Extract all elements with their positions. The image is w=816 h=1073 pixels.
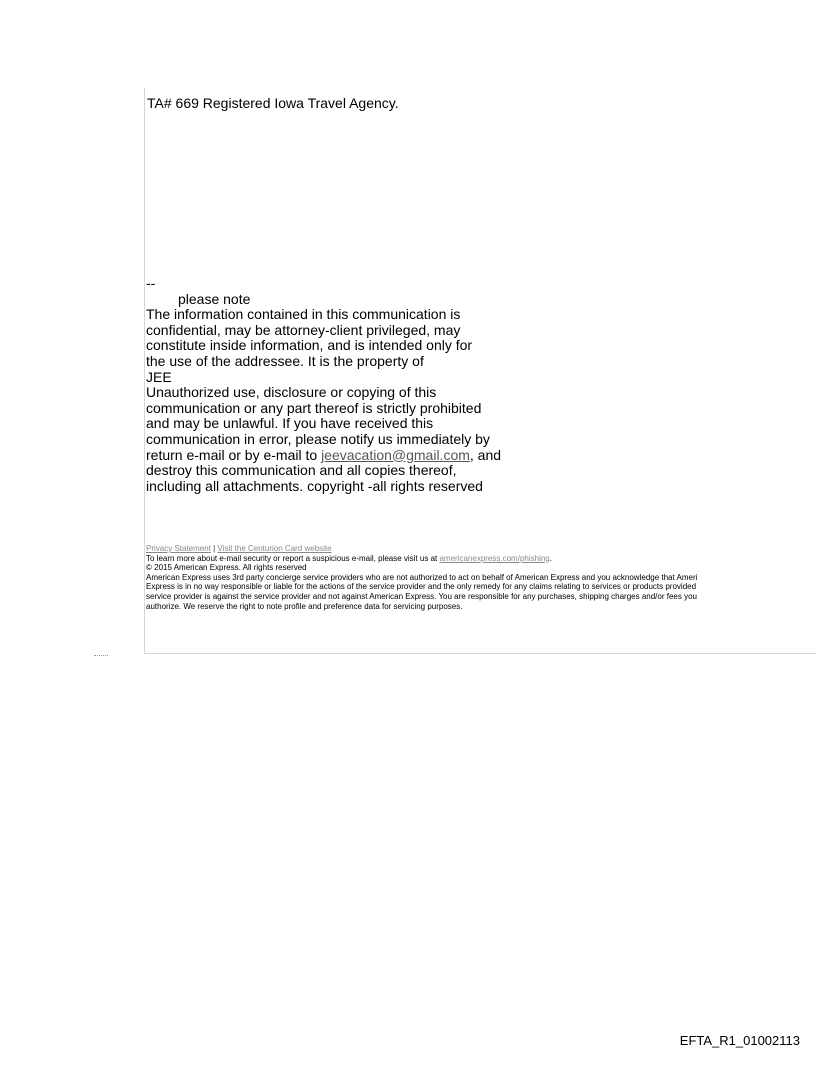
separator-stub xyxy=(94,655,108,657)
phishing-suffix: . xyxy=(549,553,552,563)
centurion-card-link[interactable]: Visit the Centurion Card website xyxy=(217,544,332,553)
email-instruction-line xyxy=(146,448,501,464)
footer-links-row xyxy=(146,544,814,554)
amex-footer xyxy=(146,544,814,611)
footer-link-separator: | xyxy=(213,544,216,553)
disclaimer-line: American Express uses 3rd party concierge service providers who are not authorized to act on behalf of American Express and you acknowledge that Ameri xyxy=(146,572,698,582)
property-owner: JEE xyxy=(146,368,172,385)
signature-dashes: -- xyxy=(146,275,156,291)
disclaimer-line: authorize. We reserve the right to note profile and preference data for servicing purposes. xyxy=(146,601,463,611)
confidentiality-line: The information contained in this communication is xyxy=(146,306,461,323)
disclaimer-line: Express is in no way responsible or liable for the actions of the service provider and the only remedy for any claims relating to services or products provided xyxy=(146,582,697,592)
confidentiality-line: constitute inside information, and is intended only for xyxy=(146,337,473,354)
phishing-line xyxy=(146,554,814,564)
confidentiality-line: destroy this communication and all copies thereof, xyxy=(146,462,457,479)
phishing-prefix: To learn more about e-mail security or report a suspicious e-mail, please visit us at xyxy=(146,553,440,563)
confidentiality-line: and may be unlawful. If you have received this xyxy=(146,415,434,432)
note-heading: please note xyxy=(178,290,251,307)
email-line-suffix: , and xyxy=(469,446,502,463)
phishing-link[interactable]: americanexpress.com/phishing xyxy=(439,553,550,563)
copyright-line: © 2015 American Express. All rights reserved xyxy=(146,563,307,573)
document-id: EFTA_R1_01002113 xyxy=(679,1033,800,1048)
agency-registration-line: TA# 669 Registered Iowa Travel Agency. xyxy=(147,95,399,111)
email-link[interactable]: jeevacation@gmail.com xyxy=(321,446,470,463)
signature-block xyxy=(146,276,501,494)
email-line-prefix: return e-mail or by e-mail to xyxy=(146,446,322,463)
confidentiality-line: Unauthorized use, disclosure or copying of this xyxy=(146,384,437,401)
confidentiality-line: the use of the addressee. It is the property of xyxy=(146,352,424,369)
confidentiality-line: including all attachments. copyright -all rights reserved xyxy=(146,477,483,494)
disclaimer-line: service provider is against the service provider and not against American Express. You are responsible for any purchases, shipping charges and/or fees you xyxy=(146,591,697,601)
confidentiality-line: confidential, may be attorney-client privileged, may xyxy=(146,321,461,338)
privacy-statement-link[interactable]: Privacy Statement xyxy=(146,544,211,553)
confidentiality-line: communication or any part thereof is strictly prohibited xyxy=(146,399,482,416)
confidentiality-line: communication in error, please notify us immediately by xyxy=(146,430,490,447)
